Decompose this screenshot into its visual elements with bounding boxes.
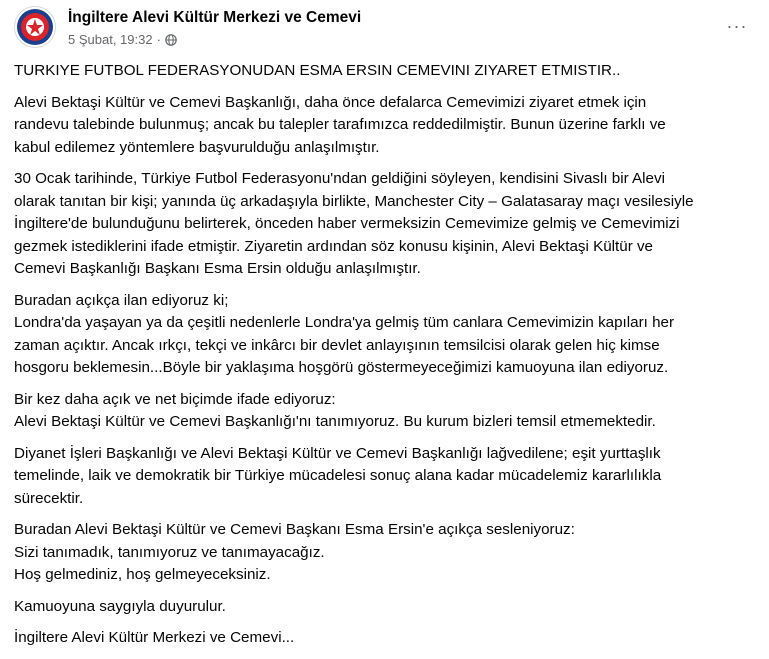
page-avatar[interactable] (14, 6, 56, 48)
post-body (14, 60, 758, 659)
meta-separator: · (156, 32, 161, 47)
post-paragraph: 30 Ocak tarihinde, Türkiye Futbol Federasyonu'ndan geldiğini söyleyen, kendisini Sivaslı bir Alevi olarak tanıtan bir kişi; yanında üç arkadaşıyla birlikte, Manchester City – Galatasaray maçı vesilesiyle İngiltere'de bulunduğunu belirterek, önceden haber vermeksizin Cemevimize gelmiş ve Cemevimizi gezmek istediklerini ifade etmiştir. Ziyaretin ardından söz konusu kişinin, Alevi Bektaşi Kültür ve Cemevi Başkanlığı Başkanı Esma Ersin olduğu anlaşılmıştır. (14, 170, 694, 277)
page-name-link[interactable]: İngiltere Alevi Kültür Merkezi ve Cemevi (68, 9, 362, 26)
post-timestamp[interactable]: 5 Şubat, 19:32 (68, 32, 153, 47)
post-paragraph: Bir kez daha açık ve net biçimde ifade ediyoruz: Alevi Bektaşi Kültür ve Cemevi Başkanlığı'nı tanımıyoruz. Bu kurum bizleri temsil etmemektedir. (14, 390, 656, 430)
more-options-button[interactable]: ··· (726, 15, 748, 36)
organization-logo-icon (15, 7, 55, 47)
post-paragraph: İngiltere Alevi Kültür Merkezi ve Cemevi... (14, 629, 295, 646)
post-paragraph: Diyanet İşleri Başkanlığı ve Alevi Bektaşi Kültür ve Cemevi Başkanlığı lağvedilene; eşit yurttaşlık temelinde, laik ve demokratik bir Türkiye mücadelesi sonuç alana kadar mücadelemiz kararlılıkla sürecektir. (14, 444, 662, 507)
globe-icon[interactable] (165, 34, 177, 46)
post-paragraph: Kamuoyuna saygıyla duyurulur. (14, 597, 226, 615)
post-header (14, 6, 755, 50)
post-meta (68, 32, 177, 47)
post-paragraph: Buradan Alevi Bektaşi Kültür ve Cemevi Başkanı Esma Ersin'e açıkça sesleniyoruz: Sizi tanımadık, tanımıyoruz ve tanımayacağız. Hoş gelmediniz, hoş gelmeyeceksiniz. (14, 521, 575, 583)
post-paragraph: TURKIYE FUTBOL FEDERASYONUDAN ESMA ERSIN CEMEVINI ZIYARET ETMISTIR.. (14, 62, 621, 79)
post-paragraph: Alevi Bektaşi Kültür ve Cemevi Başkanlığı, daha önce defalarca Cemevimizi ziyaret etmek için randevu talebinde bulunmuş; ancak bu talepler tarafımızca reddedilmiştir. Bunun üzerine farklı ve kabul edilemez yöntemlere başvurulduğu anlaşılmıştır. (14, 93, 666, 156)
post-paragraph: Buradan açıkça ilan ediyoruz ki; Londra'da yaşayan ya da çeşitli nedenlerle Londra'ya gelmiş tüm canlara Cemevimizin kapıları her zaman açıktır. Ancak ırkçı, tekçi ve inkârcı bir devlet anlayışının temsilcisi olarak gelen hiç kimse hosgoru beklemesin...Böyle bir yaklaşıma hoşgörü göstermeyeceğimizi kamuoyuna ilan ediyoruz. (14, 291, 675, 376)
